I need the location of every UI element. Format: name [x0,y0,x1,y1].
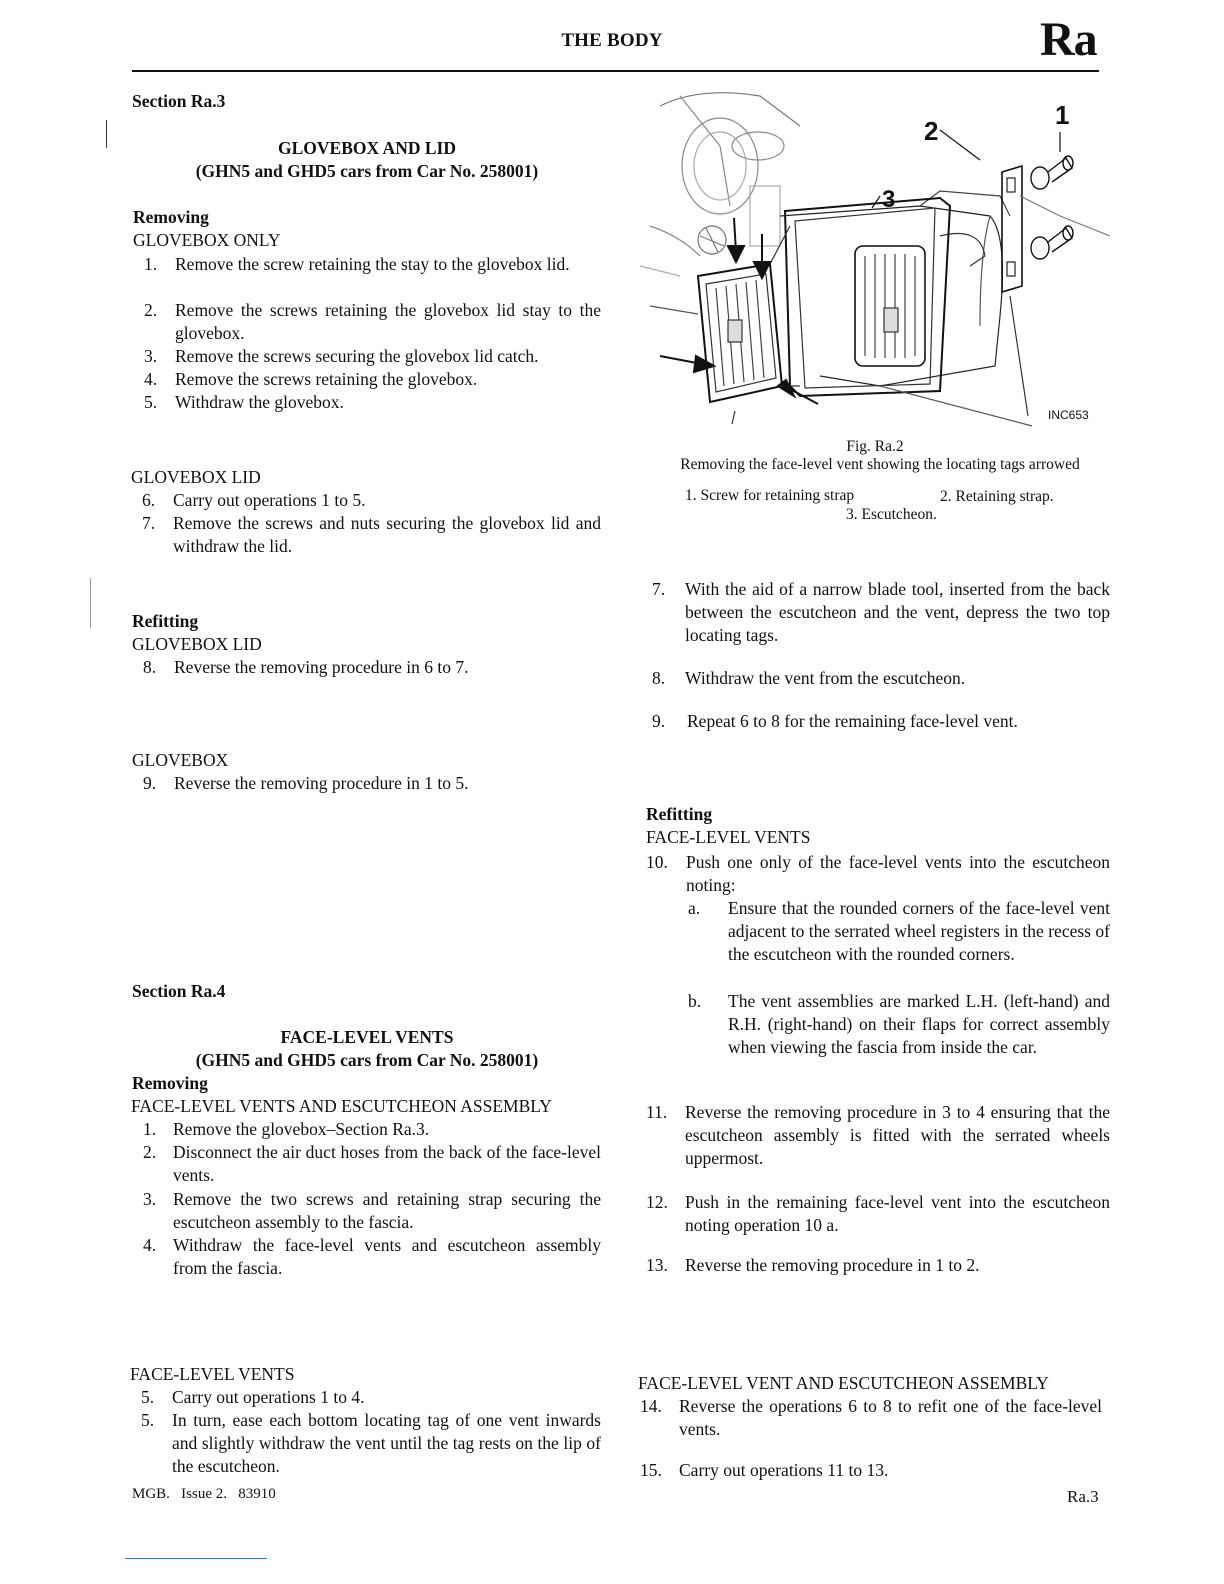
refit-lid-heading: GLOVEBOX LID [132,634,262,654]
sub-step-text: Ensure that the rounded corners of the face-level vent adjacent to the serrated wheel registers in the recess of the escutcheon with the rounded corners. [728,898,1110,964]
step-number: 9. [143,773,157,793]
face-level-vent-illustration [640,86,1110,436]
glovebox-subtitle: (GHN5 and GHD5 cars from Car No. 258001) [195,161,539,181]
step-number: 13. [646,1255,668,1275]
step-text: Reverse the operations 6 to 8 to refit one of the face-level vents. [679,1396,1102,1439]
step-text: Remove the screws retaining the glovebox lid stay to the glovebox. [175,300,601,343]
step-text: Disconnect the air duct hoses from the back of the face-level vents. [173,1142,601,1185]
step-number: 5. [141,1410,155,1430]
glovebox-only-heading: GLOVEBOX ONLY [133,230,281,250]
step-text: Reverse the removing procedure in 1 to 2. [685,1255,980,1275]
step-text: Carry out operations 1 to 4. [172,1387,365,1407]
step-number: 10. [646,852,668,872]
step-number: 2. [143,1142,157,1162]
running-header-title: THE BODY [561,30,663,51]
step-number: 5. [144,392,158,412]
vents-heading: FACE-LEVEL VENTS [130,1364,295,1384]
section-ra4-heading: Section Ra.4 [132,981,226,1001]
header-rule [132,70,1099,72]
step-text: With the aid of a narrow blade tool, inserted from the back between the escutcheon and the vent, depress the two top locating tags. [685,579,1110,645]
figure-caption: Removing the face-level vent showing the locating tags arrowed [680,456,1080,473]
sub-step-letter: b. [688,991,702,1011]
figure-legend-1: 1. Screw for retaining strap [685,487,855,504]
removing-heading: Removing [133,207,209,227]
vents-assembly-heading: FACE-LEVEL VENTS AND ESCUTCHEON ASSEMBLY [131,1096,552,1116]
step-text: In turn, ease each bottom locating tag of one vent inwards and slightly withdraw the vent until the tag rests on the lip of the escutcheon. [172,1410,601,1476]
step-text: Push one only of the face-level vents into the escutcheon noting: [686,852,1110,895]
step-text: Withdraw the glovebox. [175,392,344,412]
sub-step-letter: a. [688,898,701,918]
step-number: 11. [646,1102,668,1122]
figure-number: Fig. Ra.2 [846,438,904,455]
step-number: 15. [640,1460,662,1480]
step-number: 4. [143,1235,157,1255]
step-text: Repeat 6 to 8 for the remaining face-level vent. [687,711,1018,731]
vents-title: FACE-LEVEL VENTS [280,1027,454,1047]
glovebox-lid-heading: GLOVEBOX LID [131,467,261,487]
step-number: 4. [144,369,158,389]
step-number: 1. [143,1119,157,1139]
step-text: Remove the screws and nuts securing the glovebox lid and withdraw the lid. [173,513,601,556]
step-text: Reverse the removing procedure in 1 to 5. [174,773,469,793]
step-text: Remove the two screws and retaining strap securing the escutcheon assembly to the fascia. [173,1189,601,1232]
step-number: 1. [144,254,158,274]
section-code: Ra [1040,13,1097,66]
callout-2: 2 [924,116,939,146]
step-number: 8. [143,657,157,677]
step-text: Remove the screw retaining the stay to the glovebox lid. [175,254,570,274]
step-text: Reverse the removing procedure in 3 to 4 ensuring that the escutcheon assembly is fitted with the serrated wheels uppermost. [685,1102,1110,1168]
refitting-heading: Refitting [646,804,713,824]
page-number: Ra.3 [1067,1487,1099,1506]
step-text: Withdraw the vent from the escutcheon. [685,668,966,688]
vents-subtitle: (GHN5 and GHD5 cars from Car No. 258001) [195,1050,539,1070]
step-number: 14. [640,1396,662,1416]
step-number: 6. [142,490,156,510]
step-number: 5. [141,1387,155,1407]
step-number: 7. [142,513,156,533]
footer-link-rule [125,1558,267,1559]
callout-3: 3 [882,186,896,213]
figure-legend-2: 2. Retaining strap. [940,488,1054,505]
step-text: Push in the remaining face-level vent into the escutcheon noting operation 10 a. [685,1192,1110,1235]
step-text: Remove the screws retaining the glovebox. [175,369,478,389]
callout-1: 1 [1055,100,1070,130]
step-number: 3. [144,346,158,366]
removing-heading: Removing [132,1073,208,1093]
glovebox-title: GLOVEBOX AND LID [278,138,456,158]
step-text: Withdraw the face-level vents and escutcheon assembly from the fascia. [173,1235,601,1278]
step-text: Carry out operations 1 to 5. [173,490,366,510]
step-number: 3. [143,1189,157,1209]
step-number: 12. [646,1192,668,1212]
step-number: 2. [144,300,158,320]
figure-legend-3: 3. Escutcheon. [846,506,937,523]
step-number: 9. [652,711,666,731]
section-ra3-heading: Section Ra.3 [132,91,226,111]
sub-step-text: The vent assemblies are marked L.H. (left-hand) and R.H. (right-hand) on their flaps for correct assembly when viewing the fascia from inside the car. [728,991,1110,1057]
step-text: Reverse the removing procedure in 6 to 7. [174,657,469,677]
footer-publication: MGB. Issue 2. 83910 [132,1486,276,1502]
revision-mark [90,578,91,628]
step-text: Carry out operations 11 to 13. [679,1460,889,1480]
step-text: Remove the screws securing the glovebox lid catch. [175,346,539,366]
step-number: 8. [652,668,666,688]
revision-mark [106,120,107,148]
step-number: 7. [652,579,666,599]
step-text: Remove the glovebox–Section Ra.3. [173,1119,430,1139]
vents-heading: FACE-LEVEL VENTS [646,827,811,847]
figure-reference: INC653 [1048,408,1089,422]
refit-glovebox-heading: GLOVEBOX [132,750,229,770]
assembly-heading: FACE-LEVEL VENT AND ESCUTCHEON ASSEMBLY [638,1373,1049,1393]
refitting-heading: Refitting [132,611,199,631]
